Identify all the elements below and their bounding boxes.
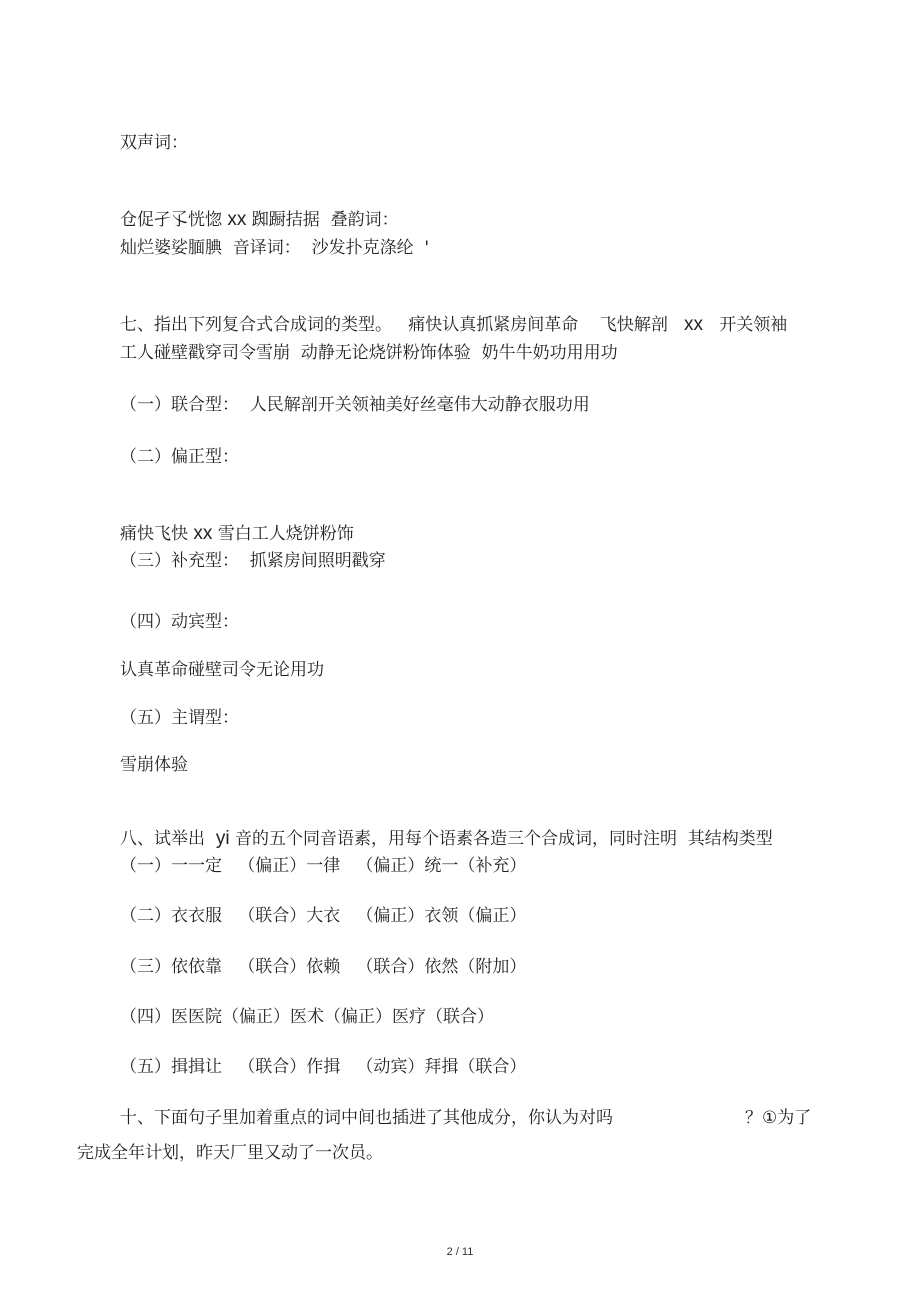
text-line: 雪崩体验 [120, 755, 188, 775]
text-line: （四）医医院（偏正）医术（偏正）医疗（联合） [120, 1007, 494, 1027]
text-run: yi [215, 828, 230, 849]
text-run: 仓促孑孓恍惚 [120, 210, 228, 230]
text-line [120, 498, 354, 546]
text-line: （五）主谓型： [120, 708, 239, 728]
text-run: 开关领袖 [703, 315, 788, 335]
text-line: （四）动宾型： [120, 612, 239, 632]
text-run: 踟蹰拮据 叠韵词： [246, 210, 399, 230]
text-run: 雪白工人烧饼粉饰 [212, 524, 354, 544]
text-line: 十、下面句子里加着重点的词中间也插进了其他成分，你认为对吗 [120, 1108, 613, 1128]
text-line: （二）偏正型： [120, 447, 239, 467]
text-line: （二）衣衣服 （联合）大衣 （偏正）衣领（偏正） [120, 906, 527, 926]
text-run: 音的五个同音语素，用每个语素各造三个合成词，同时注明 其结构类型 [229, 829, 773, 849]
text-run: 八、试举出 [120, 829, 216, 849]
text-line: ？①为了 [745, 1108, 812, 1128]
text-line: （三）补充型： 抓紧房间照明戳穿 [120, 551, 386, 571]
text-run: xx [684, 314, 704, 335]
text-line: 灿烂婆娑腼腆 音译词： 沙发扑克涤纶 ' [120, 238, 430, 258]
text-line: 工人碰壁戳穿司令雪崩 动静无论烧饼粉饰体验 奶牛牛奶功用用功 [120, 343, 618, 363]
text-line: 完成全年计划，昨天厂里又动了一次员。 [77, 1143, 383, 1163]
text-line: 认真革命碰壁司令无论用功 [120, 660, 324, 680]
text-run: xx [227, 209, 247, 230]
text-line [120, 803, 773, 851]
text-run: xx [193, 523, 213, 544]
text-line: （三）依依靠 （联合）依赖 （联合）依然（附加） [120, 957, 527, 977]
text-line: 双声词： [120, 133, 188, 153]
text-run: 七、指出下列复合式合成词的类型。 痛快认真抓紧房间革命 飞快解剖 [120, 315, 685, 335]
text-line: （一）一一定 （偏正）一律 （偏正）统一（补充） [120, 856, 527, 876]
text-run: 痛快飞快 [120, 524, 194, 544]
text-line [120, 184, 399, 232]
text-line: （一）联合型： 人民解剖开关领袖美好丝毫伟大动静衣服功用 [120, 395, 590, 415]
text-line [120, 289, 787, 337]
text-line: （五）揖揖让 （联合）作揖 （动宾）拜揖（联合） [120, 1057, 527, 1077]
page-number: 2 / 11 [446, 1246, 474, 1258]
